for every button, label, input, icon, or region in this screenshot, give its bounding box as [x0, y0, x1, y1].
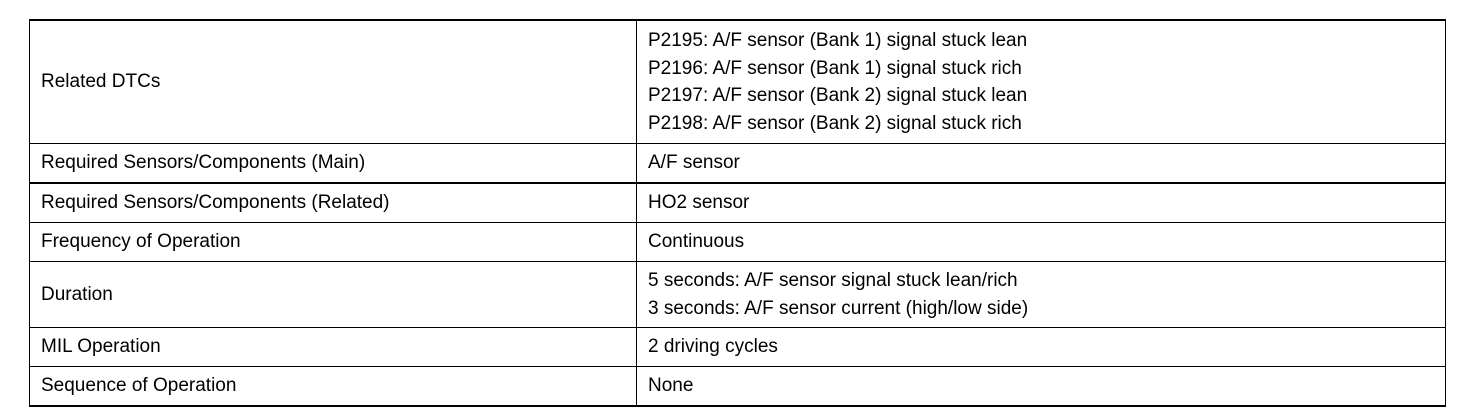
- duration-line-2: 3 seconds: A/F sensor current (high/low side): [648, 297, 1029, 319]
- row-value-related-dtcs: [637, 20, 1446, 144]
- row-label-related-dtcs: Related DTCs: [30, 20, 637, 144]
- row-label-required-related: Required Sensors/Components (Related): [30, 183, 637, 223]
- row-label-sequence: Sequence of Operation: [30, 367, 637, 407]
- value-text: HO2 sensor: [648, 192, 750, 214]
- dtc-p2197: P2197: A/F sensor (Bank 2) signal stuck lean: [648, 85, 1028, 106]
- monitor-specification-table: [29, 19, 1446, 407]
- row-label-required-main: Required Sensors/Components (Main): [30, 144, 637, 184]
- value-text: 2 driving cycles: [648, 336, 778, 358]
- table-row: [30, 223, 1446, 262]
- row-label-duration: Duration: [30, 262, 637, 328]
- row-label-mil-operation: MIL Operation: [30, 328, 637, 367]
- value-text: Continuous: [648, 231, 745, 253]
- table-row: [30, 262, 1446, 328]
- row-label-frequency: Frequency of Operation: [30, 223, 637, 262]
- table-row: [30, 328, 1446, 367]
- row-value-required-related: [637, 183, 1446, 223]
- value-text: A/F sensor: [648, 152, 740, 174]
- value-text: None: [648, 375, 694, 397]
- row-value-sequence: [637, 367, 1446, 407]
- row-value-frequency: [637, 223, 1446, 262]
- duration-line-1: 5 seconds: A/F sensor signal stuck lean/rich: [648, 270, 1018, 291]
- table-row: [30, 144, 1446, 184]
- row-value-required-main: [637, 144, 1446, 184]
- dtc-p2196: P2196: A/F sensor (Bank 1) signal stuck rich: [648, 57, 1022, 79]
- table-row: [30, 20, 1446, 144]
- row-value-mil-operation: [637, 328, 1446, 367]
- table-row: [30, 367, 1446, 407]
- dtc-p2198: P2198: A/F sensor (Bank 2) signal stuck rich: [648, 112, 1022, 134]
- dtc-p2195: P2195: A/F sensor (Bank 1) signal stuck lean: [648, 30, 1028, 51]
- row-value-duration: [637, 262, 1446, 328]
- table-row: [30, 183, 1446, 223]
